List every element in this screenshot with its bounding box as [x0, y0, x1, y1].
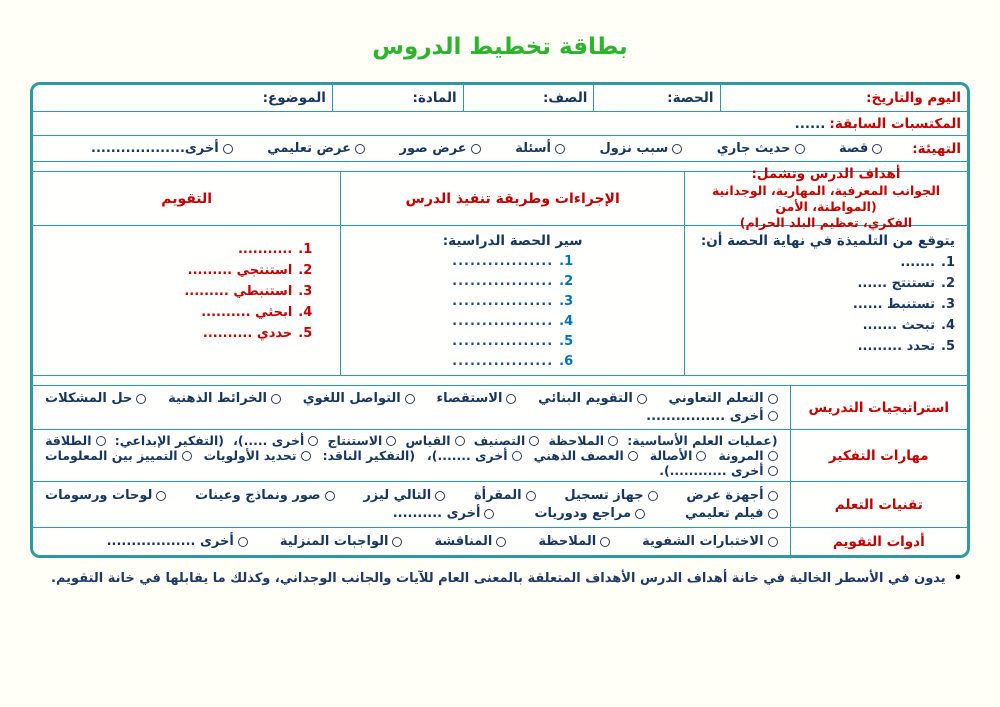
option-label: عرض صور	[399, 141, 467, 156]
option-label: أجهزة عرض	[686, 488, 764, 503]
radio-option-inference[interactable]	[327, 433, 396, 448]
radio-circle-icon	[526, 491, 536, 501]
subject-label: المادة:	[412, 90, 457, 106]
objectives-header	[684, 166, 967, 230]
radio-option-linguistic-communication[interactable]	[303, 391, 415, 406]
period-label: الحصة:	[667, 90, 714, 106]
procedure-item[interactable]	[341, 292, 684, 312]
item-text: تحدد .........	[857, 339, 935, 354]
radio-circle-icon	[600, 537, 610, 547]
radio-circle-icon	[471, 144, 481, 154]
radio-option-observation[interactable]	[548, 433, 618, 448]
item-text: .................	[452, 294, 554, 309]
radio-circle-icon	[386, 436, 396, 446]
day-date-label: اليوم والتاريخ:	[866, 90, 961, 106]
evaluation-header-title: التقويم	[161, 190, 213, 207]
item-text: .......	[900, 255, 935, 270]
thinking-line-3	[45, 463, 778, 478]
item-text: ابحثي ..........	[201, 305, 293, 320]
radio-option-mind-maps[interactable]	[168, 391, 281, 406]
field-topic[interactable]	[33, 85, 332, 111]
option-label: القياس	[405, 433, 451, 448]
field-period[interactable]	[593, 85, 719, 111]
option-label: أخرى .....)،	[233, 433, 305, 448]
item-text: .................	[452, 354, 554, 369]
radio-circle-icon	[696, 451, 706, 461]
procedure-item[interactable]	[341, 252, 684, 272]
item-number: 2.	[559, 274, 574, 289]
item-number: 4.	[559, 314, 574, 329]
prior-learning-label: المكتسبات السابقة:	[829, 115, 961, 132]
radio-circle-icon	[392, 537, 402, 547]
radio-option-other[interactable]	[427, 448, 522, 463]
radio-option-revelation-reason[interactable]	[600, 141, 683, 156]
radio-circle-icon	[648, 491, 658, 501]
option-label: صور ونماذج وعينات	[195, 488, 321, 503]
procedures-header	[340, 172, 684, 225]
option-label: تحديد الأولويات	[203, 448, 297, 463]
item-text: .................	[452, 254, 554, 269]
procedures-intro: سير الحصة الدراسية:	[442, 233, 583, 249]
learning-tech-content	[33, 482, 790, 527]
option-label: الاستنتاج	[327, 433, 383, 448]
bullet-icon: •	[953, 571, 962, 586]
item-number: 2.	[941, 276, 955, 291]
option-label: حديث جاري	[716, 141, 791, 156]
item-number: 4.	[298, 305, 313, 320]
group-label-science-processes: (عمليات العلم الأساسية:	[627, 433, 778, 448]
item-number: 3.	[941, 297, 955, 312]
radio-circle-icon	[512, 451, 522, 461]
radio-option-brainstorming[interactable]	[534, 448, 638, 463]
radio-option-other[interactable]	[393, 506, 495, 521]
radio-option-measurement[interactable]	[406, 433, 465, 448]
evaluation-item[interactable]	[33, 302, 312, 323]
prior-learning-row	[33, 112, 967, 136]
option-label: سبب نزول	[599, 141, 669, 156]
learning-tech-row	[33, 482, 967, 528]
warmup-row	[33, 136, 967, 162]
lesson-plan-card	[30, 82, 970, 558]
option-label: جهاز تسجيل	[564, 488, 644, 503]
evaluation-item[interactable]	[33, 239, 312, 260]
band-content-row	[33, 226, 967, 376]
evaluation-item[interactable]	[33, 260, 312, 281]
radio-option-other[interactable]	[646, 409, 777, 424]
option-label: قصة	[839, 141, 869, 156]
radio-option-other[interactable]	[233, 433, 318, 448]
option-label: الطلاقة	[45, 433, 92, 448]
radio-circle-icon	[496, 537, 506, 547]
tools-line	[45, 534, 778, 549]
item-text: .................	[452, 314, 554, 329]
evaluation-header	[33, 172, 340, 225]
objective-item[interactable]	[685, 273, 955, 294]
option-label: أسئلة	[515, 141, 551, 156]
procedure-item[interactable]	[341, 332, 684, 352]
radio-option-flexibility[interactable]	[718, 448, 777, 463]
item-number: 6.	[559, 354, 574, 369]
option-label: عرض تعليمي	[267, 141, 351, 156]
radio-circle-icon	[435, 491, 445, 501]
radio-option-cooperative-learning[interactable]	[669, 391, 778, 406]
radio-circle-icon	[484, 509, 494, 519]
prior-learning-fill[interactable]: ......	[794, 115, 826, 132]
radio-option-references-periodicals[interactable]	[534, 506, 645, 521]
option-label: أخرى ..................	[106, 534, 234, 549]
radio-option-boards-drawings[interactable]	[45, 488, 166, 503]
radio-circle-icon	[608, 436, 618, 446]
radio-option-problem-solving[interactable]	[45, 391, 146, 406]
option-label: الخرائط الذهنية	[168, 391, 267, 407]
radio-circle-icon	[768, 451, 778, 461]
option-label: التواصل اللغوي	[302, 391, 401, 407]
field-grade[interactable]	[463, 85, 594, 111]
item-text: .................	[452, 334, 554, 349]
item-text: ...........	[237, 242, 293, 257]
radio-option-recorder[interactable]	[564, 488, 657, 503]
option-label: مراجع ودوريات	[534, 506, 631, 521]
radio-option-prioritization[interactable]	[204, 448, 311, 463]
thinking-skills-content	[33, 430, 790, 481]
radio-circle-icon	[301, 451, 311, 461]
evaluation-tools-row	[33, 528, 967, 555]
option-label: الملاحظة	[538, 534, 597, 549]
item-number: 5.	[298, 326, 313, 341]
field-subject[interactable]	[332, 85, 463, 111]
procedures-header-title: الإجراءات وطريقة تنفيذ الدرس	[405, 190, 620, 207]
option-label: التعلم التعاوني	[668, 391, 764, 407]
spacer-row	[33, 376, 967, 386]
option-label: المناقشة	[434, 534, 493, 549]
radio-circle-icon	[795, 144, 805, 154]
option-label: الملاحظة	[548, 433, 605, 448]
radio-circle-icon	[768, 537, 778, 547]
radio-option-originality[interactable]	[650, 448, 707, 463]
radio-circle-icon	[405, 394, 415, 404]
radio-circle-icon	[555, 144, 565, 154]
radio-circle-icon	[355, 144, 365, 154]
option-label: الأصالة	[649, 448, 693, 463]
radio-option-questions[interactable]	[515, 141, 565, 156]
radio-option-distinguishing-information[interactable]	[45, 448, 192, 463]
band-header-row	[33, 166, 967, 230]
objectives-header-title: أهداف الدرس وتشمل:	[751, 166, 901, 182]
evaluation-content	[33, 226, 340, 375]
item-text: تستنبط ......	[852, 297, 935, 312]
radio-option-projectors[interactable]	[686, 488, 777, 503]
radio-circle-icon	[96, 436, 106, 446]
radio-circle-icon	[768, 394, 778, 404]
option-label: المرونة	[718, 448, 764, 463]
radio-option-other[interactable]	[107, 534, 248, 549]
strategies-line-2	[45, 409, 778, 424]
evaluation-list	[33, 233, 340, 344]
radio-circle-icon	[768, 466, 778, 476]
item-text: تستنتج ......	[857, 276, 935, 291]
item-number: 5.	[941, 339, 955, 354]
radio-circle-icon	[872, 144, 882, 154]
item-number: 1.	[559, 254, 574, 269]
option-label: أخرى ............).	[659, 463, 764, 478]
objectives-content	[684, 226, 967, 375]
evaluation-item[interactable]	[33, 281, 312, 302]
strategies-content	[33, 386, 790, 429]
item-text: حددي ..........	[202, 326, 293, 341]
radio-option-laser[interactable]	[363, 488, 445, 503]
radio-circle-icon	[136, 394, 146, 404]
objective-item[interactable]	[685, 294, 955, 315]
radio-circle-icon	[182, 451, 192, 461]
radio-circle-icon	[628, 451, 638, 461]
radio-circle-icon	[637, 394, 647, 404]
page-title: بطاقة تخطيط الدروس	[372, 34, 628, 60]
radio-option-pictures[interactable]	[400, 141, 481, 156]
info-row	[33, 85, 967, 112]
option-label: حل المشكلات	[45, 391, 133, 407]
option-label: الواجبات المنزلية	[279, 534, 389, 549]
option-label: المقرأة	[473, 488, 522, 503]
grade-label: الصف:	[542, 90, 588, 106]
group-label-critical-thinking: (التفكير الناقد:	[322, 448, 416, 463]
radio-circle-icon	[271, 394, 281, 404]
procedure-item[interactable]	[341, 272, 684, 292]
footnote-text: يدون في الأسطر الخالية في خانة أهداف الدرس الأهداف المتعلقة بالمعنى العام للآيات والجانب الوجداني، وكذلك ما يقابلها في خانة التقويم.	[51, 571, 946, 586]
procedure-item[interactable]	[341, 352, 684, 372]
strategies-line-1	[45, 391, 778, 406]
radio-circle-icon	[223, 144, 233, 154]
radio-option-other[interactable]	[91, 141, 233, 156]
radio-circle-icon	[768, 491, 778, 501]
radio-circle-icon	[768, 411, 778, 421]
learning-tech-label: تقنيات التعلم	[790, 482, 967, 527]
objectives-intro: يتوقع من التلميذة في نهاية الحصة أن:	[700, 233, 955, 249]
item-number: 1.	[941, 255, 955, 270]
objective-item[interactable]	[685, 315, 955, 336]
warmup-label: التهيئة:	[912, 140, 961, 157]
radio-circle-icon	[238, 537, 248, 547]
radio-circle-icon	[325, 491, 335, 501]
radio-circle-icon	[506, 394, 516, 404]
strategies-row	[33, 386, 967, 430]
tech-line-1	[45, 488, 778, 503]
footnote	[30, 571, 962, 586]
option-label: التالي ليزر	[363, 488, 432, 503]
group-label-creative-thinking: (التفكير الإبداعي:	[114, 433, 224, 448]
radio-circle-icon	[455, 436, 465, 446]
warmup-options	[33, 141, 912, 156]
thinking-line-2	[45, 448, 778, 463]
objective-item[interactable]	[685, 252, 955, 273]
option-label: أخرى .......)،	[427, 448, 508, 463]
radio-option-presentation[interactable]	[267, 141, 365, 156]
item-text: تبحث .......	[862, 318, 935, 333]
item-text: استنتجي .........	[187, 263, 293, 278]
option-label: التقويم البنائي	[538, 391, 633, 407]
objective-item[interactable]	[685, 336, 955, 357]
item-number: 3.	[559, 294, 574, 309]
radio-option-pictures-models-samples[interactable]	[195, 488, 334, 503]
evaluation-item[interactable]	[33, 323, 312, 344]
thinking-skills-label: مهارات التفكير	[790, 430, 967, 481]
evaluation-tools-label: أدوات التقويم	[790, 528, 967, 555]
radio-option-educational-film[interactable]	[685, 506, 778, 521]
option-label: التمييز بين المعلومات	[45, 448, 178, 463]
option-label: الاستقصاء	[436, 391, 503, 407]
objectives-header-sub2: الفكري، تعظيم البلد الحرام)	[739, 215, 913, 230]
radio-circle-icon	[156, 491, 166, 501]
radio-option-homework[interactable]	[280, 534, 403, 549]
objectives-header-sub1: الجوانب المعرفية، المهارية، الوجدانية (المواطنة، الأمن	[711, 183, 941, 214]
item-number: 2.	[298, 263, 313, 278]
radio-circle-icon	[672, 144, 682, 154]
item-number: 4.	[941, 318, 955, 333]
radio-option-discussion[interactable]	[434, 534, 506, 549]
strategies-label: استراتيجيات التدريس	[790, 386, 967, 429]
radio-circle-icon	[768, 509, 778, 519]
radio-option-fluency[interactable]	[45, 433, 105, 448]
option-label: العصف الذهني	[533, 448, 624, 463]
radio-option-classification[interactable]	[474, 433, 540, 448]
option-label: أخرى ..........	[392, 506, 481, 521]
radio-option-story[interactable]	[839, 141, 882, 156]
evaluation-tools-content	[33, 528, 790, 555]
radio-option-current-talk[interactable]	[717, 141, 805, 156]
option-label: لوحات ورسومات	[45, 488, 153, 503]
topic-label: الموضوع:	[262, 90, 326, 106]
option-label: فيلم تعليمي	[685, 506, 764, 521]
procedures-content	[340, 226, 684, 375]
option-label: التصنيف	[473, 433, 526, 448]
item-number: 3.	[298, 284, 313, 299]
radio-circle-icon	[529, 436, 539, 446]
radio-option-formative-assessment[interactable]	[538, 391, 647, 406]
radio-option-reading-stand[interactable]	[474, 488, 536, 503]
thinking-skills-row	[33, 430, 967, 482]
option-label: الاختبارات الشفوية	[642, 534, 764, 549]
item-text: استنبطي .........	[184, 284, 293, 299]
radio-option-oral-tests[interactable]	[642, 534, 777, 549]
option-label: أخرى ................	[646, 408, 764, 424]
radio-circle-icon	[635, 509, 645, 519]
procedure-item[interactable]	[341, 312, 684, 332]
tech-line-2	[45, 506, 778, 521]
radio-option-other[interactable]	[659, 463, 777, 478]
item-text: .................	[452, 274, 554, 289]
field-day-date[interactable]	[720, 85, 968, 111]
item-number: 5.	[559, 334, 574, 349]
radio-option-inquiry[interactable]	[437, 391, 517, 406]
radio-circle-icon	[308, 436, 318, 446]
option-label: أخرى...................	[91, 141, 219, 156]
thinking-line-1	[45, 433, 778, 448]
radio-option-observation[interactable]	[538, 534, 610, 549]
item-number: 1.	[298, 242, 313, 257]
